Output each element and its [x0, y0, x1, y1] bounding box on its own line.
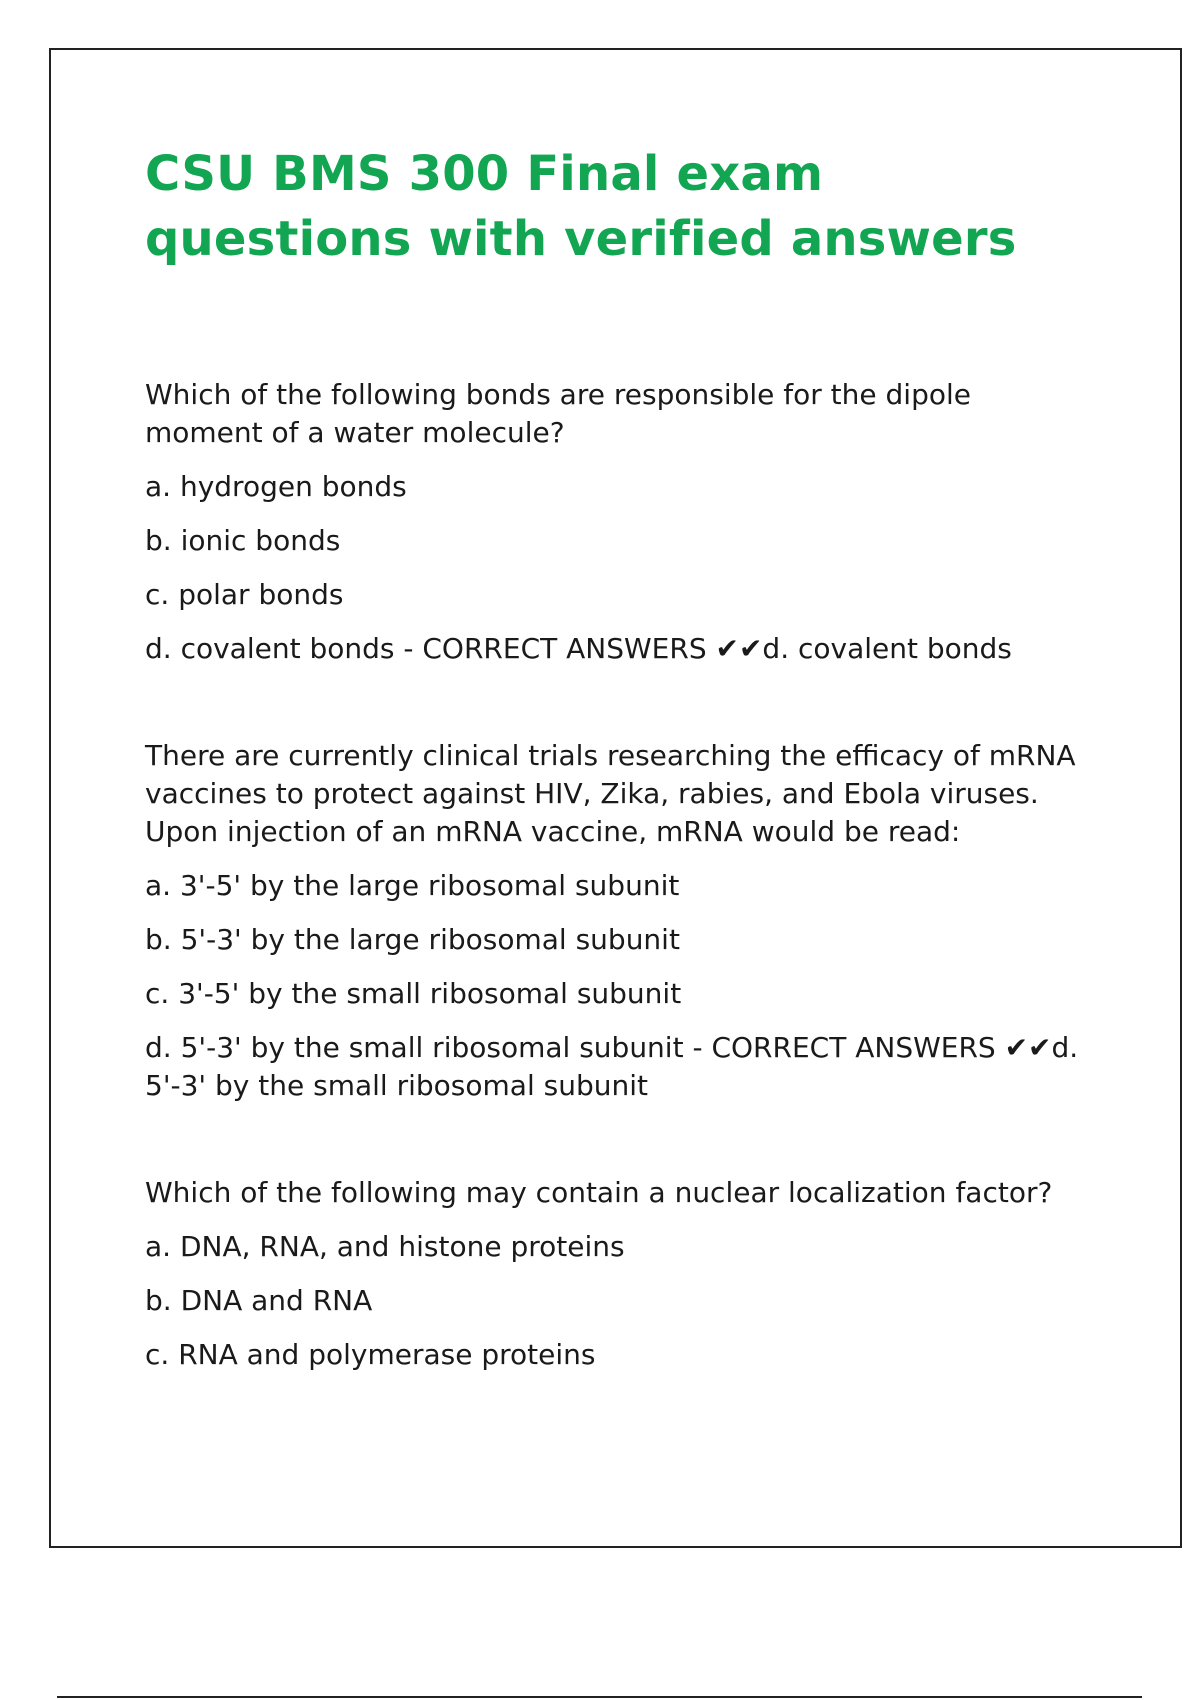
question-1-text: Which of the following bonds are responsible for the dipole moment of a water molecule?	[145, 378, 971, 449]
option-c: c. polar bonds	[145, 578, 344, 611]
question-3-options	[145, 1228, 1095, 1374]
question-2-text: There are currently clinical trials researching the efficacy of mRNA vaccines to protect against HIV, Zika, rabies, and Ebola viruses. Upon injection of an mRNA vaccine, mRNA would be read:	[145, 739, 1076, 848]
footer-divider	[57, 1696, 1142, 1698]
option-b: b. ionic bonds	[145, 524, 341, 557]
option-d-correct-answer: d. 5'-3' by the small ribosomal subunit - CORRECT ANSWERS ✔✔d. 5'-3' by the small ribosomal subunit	[145, 1031, 1079, 1102]
question-3	[145, 1174, 1095, 1374]
option-a: a. hydrogen bonds	[145, 470, 407, 503]
option-a: a. DNA, RNA, and histone proteins	[145, 1230, 625, 1263]
document-title: CSU BMS 300 Final exam questions with verified answers	[145, 146, 1017, 267]
option-c: c. 3'-5' by the small ribosomal subunit	[145, 977, 682, 1010]
option-b: b. DNA and RNA	[145, 1284, 373, 1317]
option-b: b. 5'-3' by the large ribosomal subunit	[145, 923, 680, 956]
question-2-options	[145, 867, 1095, 1105]
question-2	[145, 737, 1095, 1105]
question-1-options	[145, 468, 1095, 668]
option-a: a. 3'-5' by the large ribosomal subunit	[145, 869, 680, 902]
question-3-text: Which of the following may contain a nuclear localization factor?	[145, 1176, 1053, 1209]
option-c: c. RNA and polymerase proteins	[145, 1338, 596, 1371]
question-1	[145, 376, 1095, 668]
option-d-correct-answer: d. covalent bonds - CORRECT ANSWERS ✔✔d. covalent bonds	[145, 632, 1012, 665]
document-content	[145, 142, 1095, 1374]
